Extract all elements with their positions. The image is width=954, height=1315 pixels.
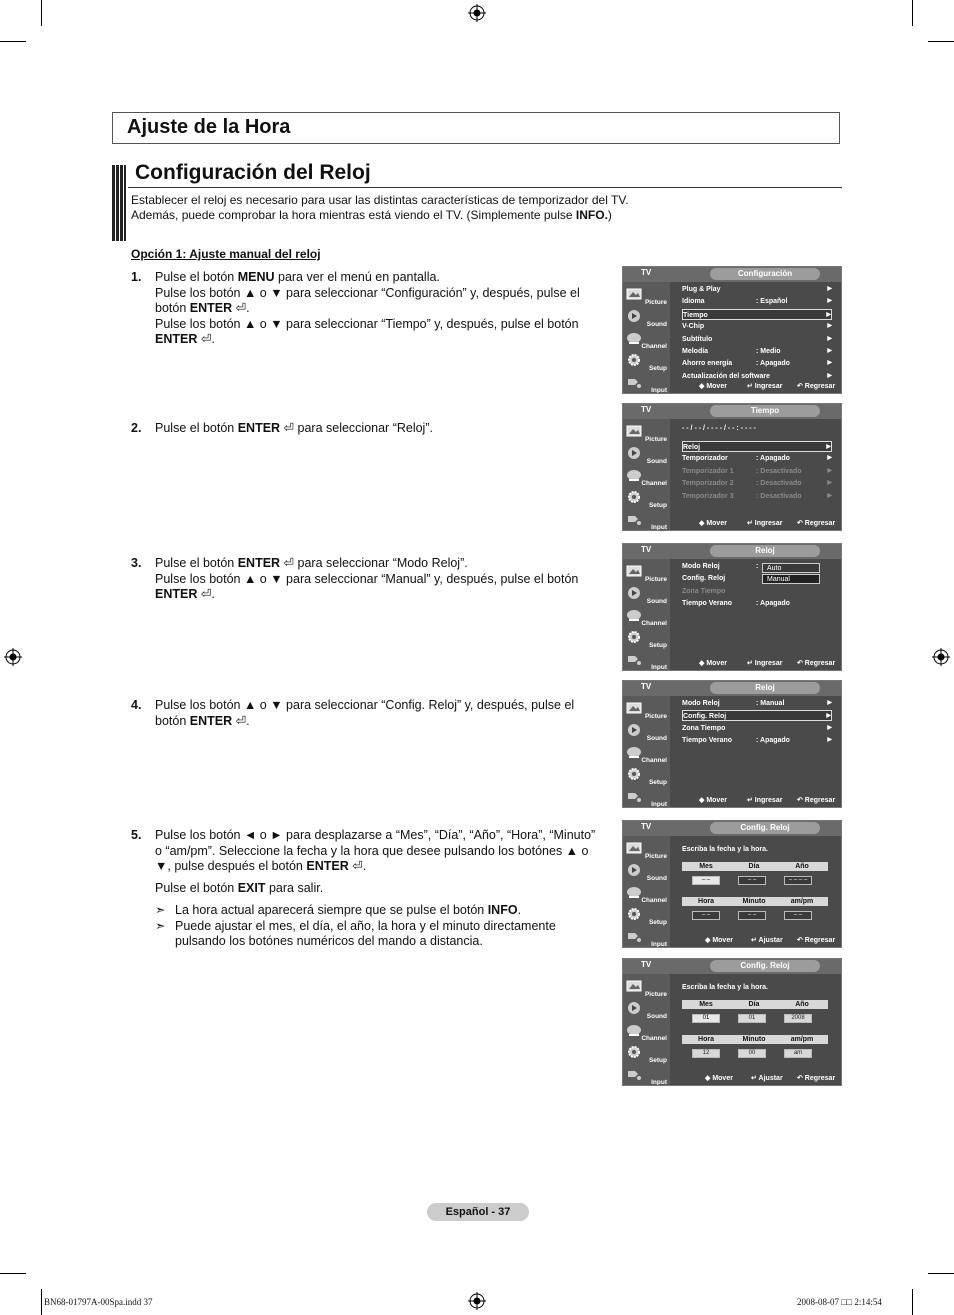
osd-sidebar-item[interactable] [625, 286, 669, 306]
osd-clock-field[interactable]: – – [738, 876, 766, 885]
osd-item-label: Tiempo Verano [682, 737, 733, 745]
triangle-right-icon: ▶ [826, 444, 831, 450]
osd-item-label: Tiempo Verano [682, 600, 733, 608]
osd-sidebar-item[interactable] [625, 585, 669, 605]
osd-item-label: Config. Reloj [683, 713, 727, 721]
osd-header [623, 821, 841, 837]
osd-sidebar-label: Setup [648, 919, 667, 926]
osd-clock-field[interactable]: – – [738, 911, 766, 920]
registration-mark-icon [932, 648, 950, 666]
picture-icon [626, 979, 642, 993]
section-bar [112, 165, 126, 241]
intro-info-key: INFO. [575, 208, 608, 222]
crop-mark [912, 1289, 913, 1315]
triangle-right-icon: ▶ [826, 713, 831, 720]
osd-sidebar-label: Input [651, 664, 667, 671]
crop-mark [0, 41, 26, 42]
osd-main-panel [670, 559, 841, 670]
osd-item-label: Reloj [683, 444, 701, 451]
channel-icon [626, 608, 642, 622]
picture-icon [626, 424, 642, 438]
osd-sidebar-label: Picture [644, 299, 667, 306]
osd-sidebar [623, 559, 670, 670]
triangle-right-icon: ▶ [827, 492, 832, 499]
osd-menu-item[interactable] [682, 321, 832, 332]
note-arrow-icon: ➣ [155, 918, 166, 933]
osd-menu-item[interactable] [682, 441, 832, 452]
step-body [155, 828, 601, 950]
osd-item-label: Subtítulo [682, 335, 713, 343]
osd-action-hint: ↵ Ingresar [747, 383, 783, 390]
step-line: Pulse los botón ▲ o ▼ para seleccionar “Configuración” y, después, pulse el botón ENTER ⏎. [155, 285, 580, 315]
osd-clock-field[interactable]: – – [692, 876, 720, 885]
osd-clock-header [682, 1035, 828, 1044]
osd-item-label: Temporizador 3 [682, 492, 734, 500]
setup-icon [626, 767, 642, 781]
osd-sidebar-label: Picture [644, 436, 667, 443]
osd-dropdown-option[interactable]: Manual [762, 574, 820, 584]
triangle-right-icon: ▶ [827, 286, 832, 292]
crop-mark [0, 1273, 26, 1274]
osd-menu-item[interactable] [682, 346, 832, 357]
osd-tv-label: TV [641, 268, 652, 277]
registration-mark-icon [4, 648, 22, 666]
osd-sidebar-item[interactable] [625, 700, 669, 720]
osd-action-hint: ↵ Ingresar [747, 520, 783, 527]
osd-sidebar-label: Setup [648, 1057, 667, 1064]
osd-menu-item[interactable] [682, 358, 832, 369]
osd-screen-config-reloj-set [622, 958, 842, 1086]
osd-sidebar [623, 282, 670, 393]
osd-sidebar-label: Channel [641, 620, 667, 627]
osd-header [623, 544, 841, 560]
osd-sidebar-label: Sound [646, 321, 667, 328]
note-item: ➣ La hora actual aparecerá siempre que se pulse el botón INFO. [155, 903, 522, 917]
osd-move-hint: ◆ Mover [705, 1075, 733, 1082]
triangle-right-icon: ▶ [827, 298, 832, 305]
osd-main-panel [670, 836, 841, 947]
osd-item-label: Ahorro energía [682, 360, 733, 368]
osd-screen-tiempo [622, 403, 842, 531]
osd-sidebar-label: Input [651, 387, 667, 394]
osd-sidebar-label: Sound [646, 598, 667, 605]
osd-item-value: : Apagado [756, 600, 790, 608]
osd-footer-bar [623, 518, 841, 530]
osd-header [623, 404, 841, 420]
registration-mark-icon [468, 4, 486, 22]
osd-action-hint: ↵ Ajustar [751, 937, 783, 944]
osd-main-panel [670, 282, 841, 393]
osd-footer-bar [623, 1073, 841, 1085]
step-number: 5. [131, 828, 142, 842]
osd-clock-header-label: Año [795, 863, 809, 870]
osd-sidebar-item[interactable] [625, 978, 669, 998]
triangle-right-icon: ▶ [827, 323, 832, 330]
crop-mark [928, 1273, 954, 1274]
sound-icon [626, 446, 642, 460]
osd-tv-label: TV [641, 682, 652, 691]
osd-menu-item[interactable] [682, 309, 832, 320]
sound-icon [626, 309, 642, 323]
osd-sidebar-label: Channel [641, 343, 667, 350]
osd-sidebar-label: Setup [648, 365, 667, 372]
osd-sidebar [623, 836, 670, 947]
osd-sidebar-label: Sound [646, 458, 667, 465]
osd-action-hint: ↵ Ingresar [747, 797, 783, 804]
osd-clock-header [682, 1000, 828, 1009]
osd-main-panel [670, 696, 841, 807]
step-number: 1. [131, 270, 142, 284]
triangle-right-icon: ▶ [827, 348, 832, 354]
osd-sidebar-label: Setup [648, 779, 667, 786]
osd-return-hint: ↶ Regresar [797, 937, 836, 944]
picture-icon [626, 564, 642, 578]
osd-sidebar-item[interactable] [625, 607, 669, 627]
osd-sidebar-label: Channel [641, 897, 667, 904]
picture-icon [626, 287, 642, 301]
osd-sidebar-item[interactable] [625, 445, 669, 465]
osd-clock-field[interactable]: 01 [692, 1014, 720, 1023]
osd-menu-title: Config. Reloj [710, 960, 820, 972]
step-line: Pulse el botón MENU para ver el menú en pantalla. [155, 270, 440, 284]
osd-clock-field[interactable]: 01 [738, 1014, 766, 1023]
setup-icon [626, 1045, 642, 1059]
sound-icon [626, 863, 642, 877]
osd-dropdown-option[interactable]: Auto [762, 563, 820, 573]
step-line: Pulse el botón ENTER ⏎ para seleccionar “Reloj”. [155, 421, 433, 435]
osd-tv-label: TV [641, 822, 652, 831]
osd-item-value: : Apagado [756, 360, 790, 368]
osd-return-hint: ↶ Regresar [797, 797, 836, 804]
intro-line-1: Establecer el reloj es necesario para usar las distintas características de temporizador del TV. [131, 193, 629, 207]
osd-screen-reloj-config [622, 680, 842, 808]
osd-menu-item[interactable] [682, 284, 832, 295]
osd-clock-field[interactable]: am [784, 1049, 812, 1058]
osd-clock-header-label: am/pm [790, 898, 814, 905]
osd-header [623, 681, 841, 697]
osd-sidebar-item[interactable] [625, 629, 669, 649]
osd-sidebar-label: Sound [646, 875, 667, 882]
osd-sidebar-label: Picture [644, 576, 667, 583]
picture-icon [626, 841, 642, 855]
osd-clock-header-label: Mes [699, 863, 713, 870]
setup-icon [626, 630, 642, 644]
osd-menu-item[interactable] [682, 586, 832, 597]
osd-menu-item[interactable] [682, 698, 832, 709]
osd-sidebar-item[interactable] [625, 352, 669, 372]
osd-sidebar-label: Channel [641, 757, 667, 764]
triangle-right-icon: ▶ [827, 480, 832, 487]
osd-item-label: V-Chip [682, 323, 705, 331]
osd-clock-header-label: Día [748, 863, 760, 870]
triangle-right-icon: ▶ [827, 700, 832, 706]
triangle-right-icon: ▶ [827, 455, 832, 462]
osd-clock-header-label: Hora [698, 1036, 714, 1043]
section-title: Configuración del Reloj [135, 161, 371, 184]
osd-time-placeholder: - - / - - / - - - - / - - : - - - - [682, 425, 756, 432]
step-body [155, 421, 601, 437]
step-number: 4. [131, 698, 142, 712]
osd-sidebar-item[interactable] [625, 744, 669, 764]
osd-clock-note: Escriba la fecha y la hora. [682, 846, 768, 853]
osd-clock-field[interactable]: – – [692, 911, 720, 920]
osd-footer-bar [623, 935, 841, 947]
step-body [155, 270, 601, 348]
osd-clock-field[interactable]: – – [784, 911, 812, 920]
osd-clock-header [682, 897, 828, 906]
osd-menu-title: Configuración [710, 268, 820, 280]
step-body [155, 556, 601, 603]
osd-action-hint: ↵ Ajustar [751, 1075, 783, 1082]
osd-sidebar-item[interactable] [625, 906, 669, 926]
step-number: 3. [131, 556, 142, 570]
osd-screen-reloj-modo [622, 543, 842, 671]
osd-clock-header-label: Día [748, 1001, 760, 1008]
osd-sidebar-label: Input [651, 524, 667, 531]
osd-tv-label: TV [641, 545, 652, 554]
osd-clock-field[interactable]: 12 [692, 1049, 720, 1058]
osd-item-label: Tiempo [683, 311, 708, 319]
triangle-right-icon: ▶ [827, 467, 832, 474]
osd-sidebar-label: Channel [641, 480, 667, 487]
osd-move-hint: ◆ Mover [699, 383, 727, 390]
note-arrow-icon: ➣ [155, 903, 166, 917]
setup-icon [626, 353, 642, 367]
osd-sidebar-item[interactable] [625, 330, 669, 350]
osd-item-label: Temporizador 1 [682, 467, 734, 475]
osd-sidebar [623, 419, 670, 530]
osd-item-label: Config. Reloj [682, 575, 726, 583]
step-body [155, 698, 601, 729]
registration-mark-icon [468, 1292, 486, 1310]
osd-sidebar [623, 974, 670, 1085]
step-line: Pulse los botón ▲ o ▼ para seleccionar “Tiempo” y, después, pulse el botón ENTER ⏎. [155, 316, 579, 346]
osd-clock-header-label: Mes [699, 1001, 713, 1008]
osd-clock-field[interactable]: – – – – [784, 876, 812, 885]
osd-item-label: Temporizador 2 [682, 480, 734, 488]
setup-icon [626, 907, 642, 921]
osd-return-hint: ↶ Regresar [797, 520, 836, 527]
option-title: Opción 1: Ajuste manual del reloj [131, 247, 321, 261]
osd-tv-label: TV [641, 960, 652, 969]
osd-item-value: : Medio [756, 348, 781, 355]
sound-icon [626, 723, 642, 737]
osd-item-label: Modo Reloj [682, 563, 720, 570]
osd-sidebar-item[interactable] [625, 862, 669, 882]
intro-paragraph [131, 193, 651, 223]
setup-icon [626, 490, 642, 504]
triangle-right-icon: ▶ [827, 372, 832, 379]
osd-sidebar-item[interactable] [625, 722, 669, 742]
osd-sidebar-item[interactable] [625, 1000, 669, 1020]
osd-move-hint: ◆ Mover [699, 520, 727, 527]
step-5 [131, 828, 601, 950]
osd-screen-configuracion [622, 266, 842, 394]
channel-icon [626, 885, 642, 899]
osd-sidebar-label: Setup [648, 642, 667, 649]
osd-item-label: Actualización del software [682, 372, 770, 380]
osd-move-hint: ◆ Mover [699, 797, 727, 804]
osd-return-hint: ↶ Regresar [797, 383, 836, 390]
osd-header [623, 959, 841, 975]
osd-menu-item[interactable] [682, 598, 832, 609]
osd-clock-header-label: Minuto [742, 1036, 766, 1043]
osd-sidebar-item[interactable] [625, 467, 669, 487]
osd-item-value: : [756, 563, 759, 570]
osd-footer-bar [623, 381, 841, 393]
osd-menu-title: Tiempo [710, 405, 820, 417]
chapter-title: Ajuste de la Hora [127, 116, 291, 138]
osd-item-label: Idioma [682, 298, 705, 306]
osd-menu-item[interactable] [682, 453, 832, 464]
osd-sidebar-item[interactable] [625, 563, 669, 583]
osd-clock-header-label: Hora [698, 898, 714, 905]
intro-line-2-end: ) [607, 208, 612, 222]
osd-return-hint: ↶ Regresar [797, 660, 836, 667]
triangle-right-icon: ▶ [827, 335, 832, 342]
osd-sidebar-label: Input [651, 941, 667, 948]
osd-menu-item[interactable] [682, 491, 832, 502]
osd-clock-header [682, 862, 828, 871]
step-2 [131, 421, 601, 437]
step-line: Pulse los botón ▲ o ▼ para seleccionar “Config. Reloj” y, después, pulse el botón ENTER ⏎. [155, 698, 575, 728]
osd-item-value: : Desactivado [756, 492, 802, 500]
section-divider [128, 187, 842, 188]
triangle-right-icon: ▶ [826, 311, 831, 318]
osd-menu-item[interactable] [682, 710, 832, 721]
osd-clock-header-label: Año [795, 1001, 809, 1008]
osd-main-panel [670, 974, 841, 1085]
osd-item-value: : Desactivado [756, 467, 802, 475]
step-number: 2. [131, 421, 142, 435]
osd-item-label: Modo Reloj [682, 700, 720, 707]
osd-item-value: : Apagado [756, 737, 790, 745]
osd-sidebar-label: Setup [648, 502, 667, 509]
note-item: ➣ Puede ajustar el mes, el día, el año, la hora y el minuto directamente pulsando los botónes numéricos del mando a distancia. [155, 918, 556, 948]
osd-screen-config-reloj-empty [622, 820, 842, 948]
osd-menu-title: Config. Reloj [710, 822, 820, 834]
crop-mark [912, 0, 913, 26]
triangle-right-icon: ▶ [827, 737, 832, 744]
osd-item-value: : Español [756, 298, 788, 306]
osd-sidebar-item[interactable] [625, 840, 669, 860]
crop-mark [41, 0, 42, 26]
triangle-right-icon: ▶ [827, 724, 832, 731]
osd-return-hint: ↶ Regresar [797, 1075, 836, 1082]
osd-sidebar-label: Input [651, 1079, 667, 1086]
step-line: Pulse los botón ▲ o ▼ para seleccionar “Manual” y, después, pulse el botón ENTER ⏎. [155, 571, 579, 601]
osd-main-panel [670, 419, 841, 530]
sound-icon [626, 586, 642, 600]
step-line: Pulse el botón ENTER ⏎ para seleccionar “Modo Reloj”. [155, 556, 468, 570]
osd-item-value: : Desactivado [756, 480, 802, 488]
step-3 [131, 556, 601, 603]
osd-sidebar-label: Channel [641, 1035, 667, 1042]
osd-clock-header-label: Minuto [742, 898, 766, 905]
osd-item-label: Plug & Play [682, 286, 721, 293]
channel-icon [626, 331, 642, 345]
osd-menu-title: Reloj [710, 682, 820, 694]
osd-tv-label: TV [641, 405, 652, 414]
osd-menu-title: Reloj [710, 545, 820, 557]
step-4 [131, 698, 601, 729]
osd-sidebar-label: Input [651, 801, 667, 808]
osd-action-hint: ↵ Ingresar [747, 660, 783, 667]
osd-sidebar-item[interactable] [625, 308, 669, 328]
osd-sidebar-item[interactable] [625, 423, 669, 443]
footer-file: BN68-01797A-00Spa.indd 37 [44, 1297, 153, 1307]
osd-sidebar-label: Picture [644, 991, 667, 998]
osd-item-value: : Manual [756, 700, 785, 707]
osd-menu-item[interactable] [682, 478, 832, 489]
osd-sidebar-label: Sound [646, 1013, 667, 1020]
step-exit-line: Pulse el botón EXIT para salir. [155, 880, 324, 895]
osd-menu-item[interactable] [682, 466, 832, 477]
osd-move-hint: ◆ Mover [705, 937, 733, 944]
osd-menu-item[interactable] [682, 334, 832, 345]
step-1 [131, 270, 601, 348]
osd-item-value: : Apagado [756, 455, 790, 463]
triangle-right-icon: ▶ [827, 360, 832, 367]
osd-menu-item[interactable] [682, 735, 832, 746]
osd-clock-field[interactable]: 00 [738, 1049, 766, 1058]
osd-sidebar-item[interactable] [625, 1022, 669, 1042]
crop-mark [41, 1289, 42, 1315]
osd-footer-bar [623, 795, 841, 807]
channel-icon [626, 745, 642, 759]
footer-date: 2008-08-07 □□ 2:14:54 [797, 1297, 882, 1307]
osd-clock-header-label: am/pm [790, 1036, 814, 1043]
osd-menu-item[interactable] [682, 296, 832, 307]
osd-sidebar-label: Picture [644, 853, 667, 860]
osd-sidebar-label: Sound [646, 735, 667, 742]
osd-footer-bar [623, 658, 841, 670]
osd-header [623, 267, 841, 283]
osd-item-label: Zona Tiempo [682, 587, 726, 595]
channel-icon [626, 1023, 642, 1037]
osd-clock-note: Escriba la fecha y la hora. [682, 984, 768, 991]
step-line: Pulse los botón ◄ o ► para desplazarse a “Mes”, “Día”, “Año”, “Hora”, “Minuto” o “am/pm”. Seleccione la fecha y la hora que desee pulsando los botónes ▲ o ▼, pulse después el botón ENTER ⏎. [155, 828, 596, 873]
osd-sidebar-item[interactable] [625, 884, 669, 904]
page-number-badge: Español - 37 [427, 1203, 529, 1221]
osd-item-label: Zona Tiempo [682, 724, 726, 732]
intro-line-2: Además, puede comprobar la hora mientras está viendo el TV. (Simplemente pulse [131, 208, 576, 222]
channel-icon [626, 468, 642, 482]
crop-mark [928, 41, 954, 42]
sound-icon [626, 1001, 642, 1015]
osd-item-label: Melodía [682, 348, 709, 355]
osd-item-label: Temporizador [682, 455, 728, 463]
osd-sidebar-item[interactable] [625, 1044, 669, 1064]
osd-sidebar-label: Picture [644, 713, 667, 720]
osd-move-hint: ◆ Mover [699, 660, 727, 667]
osd-sidebar [623, 696, 670, 807]
osd-sidebar-item[interactable] [625, 766, 669, 786]
osd-clock-field[interactable]: 2008 [784, 1014, 812, 1023]
osd-sidebar-item[interactable] [625, 489, 669, 509]
osd-menu-item[interactable] [682, 723, 832, 734]
picture-icon [626, 701, 642, 715]
